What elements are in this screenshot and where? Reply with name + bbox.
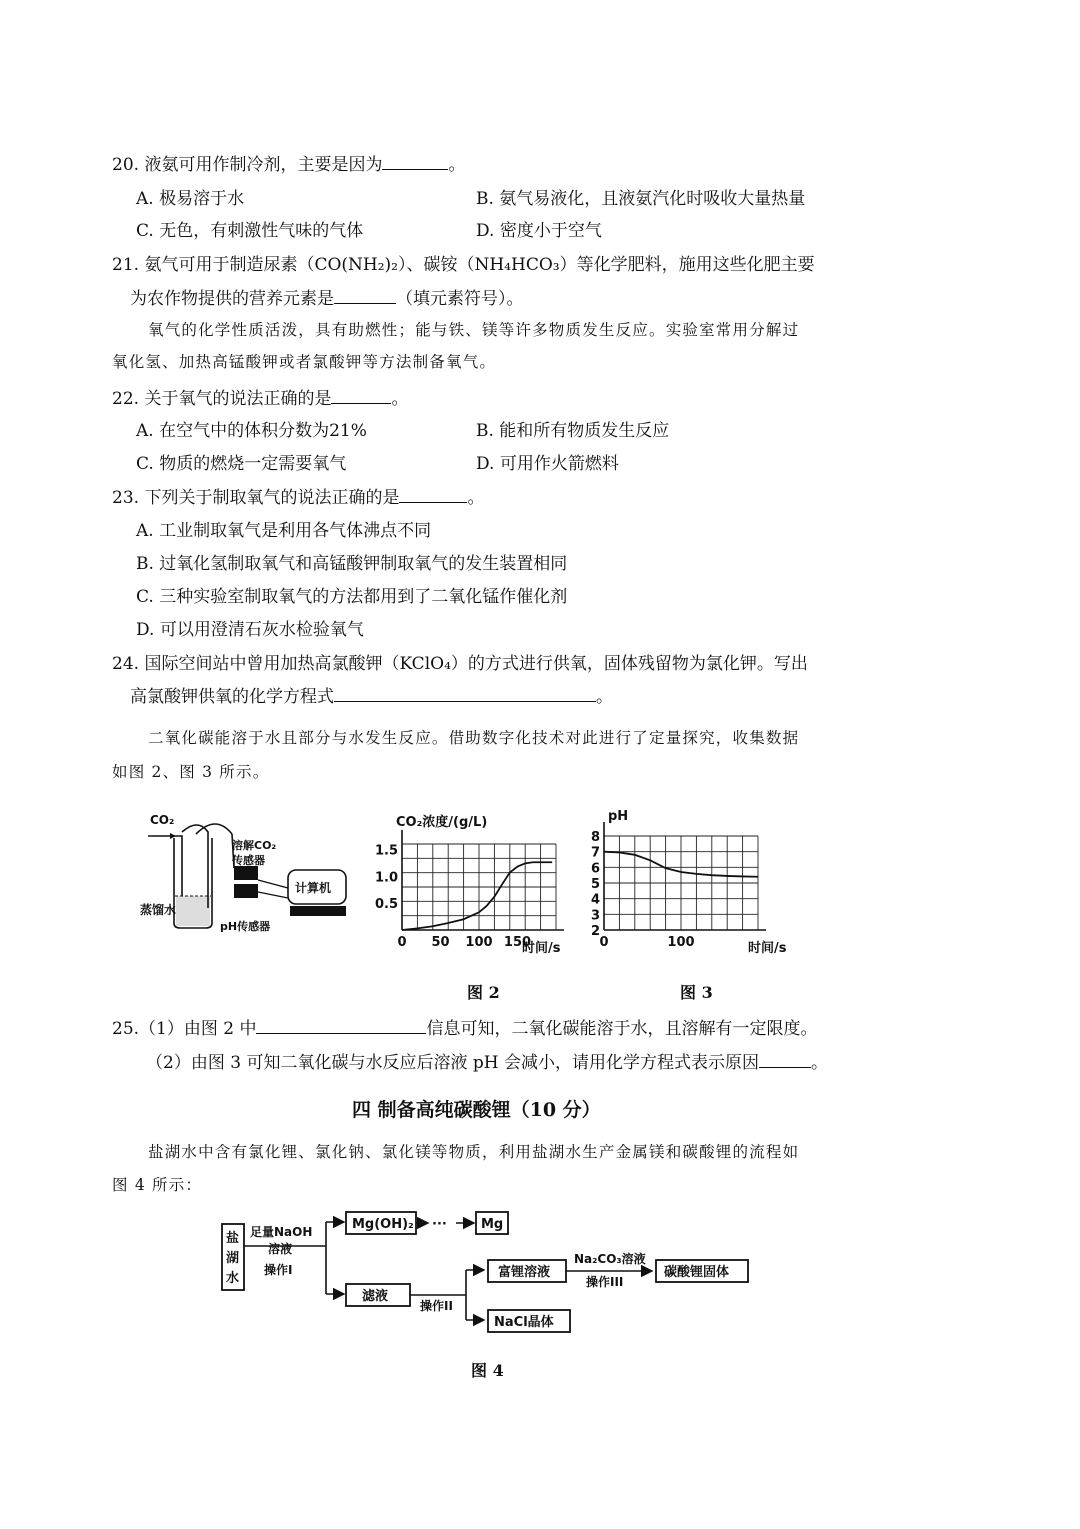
x-tick-label: 0 — [599, 935, 609, 950]
apparatus-diagram — [140, 808, 360, 943]
flow-diagram — [216, 1204, 756, 1344]
y-tick-label: 2 — [590, 924, 600, 939]
q25-part1-blank[interactable] — [256, 1016, 426, 1034]
q23-answer-blank[interactable] — [399, 485, 467, 503]
q22-option-b: B. 能和所有物质发生反应 — [476, 421, 670, 441]
flow-op3-label: 操作III — [586, 1275, 624, 1289]
x-tick-label: 50 — [431, 935, 450, 950]
chart3-ylabel: pH — [608, 809, 629, 824]
q23-option-d: D. 可以用澄清石灰水检验氧气 — [136, 620, 364, 640]
ph-sensor-label: pH传感器 — [220, 920, 271, 933]
flow-mg-label: Mg — [481, 1217, 504, 1232]
q23-stem: 23. 下列关于制取氧气的说法正确的是 。 — [112, 483, 484, 508]
q20-answer-blank[interactable] — [382, 152, 448, 170]
q22-option-c: C. 物质的燃烧一定需要氧气 — [136, 454, 347, 474]
flow-op1-label: 操作I — [264, 1263, 293, 1277]
section4-intro-line2: 图 4 所示： — [112, 1176, 203, 1194]
y-tick-label: 7 — [590, 845, 600, 861]
q25-part2: （2）由图 3 可知二氧化碳与水反应后溶液 pH 会减小，请用化学方程式表示原因 。 — [146, 1048, 828, 1073]
flow-reagent1-line1: 足量NaOH — [250, 1225, 313, 1239]
co2-sensor-label-2: 传感器 — [232, 854, 265, 867]
flow-dots: ··· — [432, 1217, 447, 1232]
q23-option-c: C. 三种实验室制取氧气的方法都用到了二氧化锰作催化剂 — [136, 587, 568, 607]
beaker-water — [176, 896, 210, 926]
q22-stem: 22. 关于氧气的说法正确的是 。 — [112, 384, 408, 409]
y-tick-label: 0.5 — [374, 897, 398, 913]
y-tick-label: 6 — [590, 861, 600, 877]
flow-nacl-label: NaCl晶体 — [494, 1315, 554, 1330]
chart3-xlabel: 时间/s — [748, 941, 787, 956]
y-tick-label: 4 — [590, 892, 600, 908]
figure4-caption: 图 4 — [471, 1361, 504, 1380]
flow-product-label: 碳酸锂固体 — [664, 1265, 730, 1280]
y-tick-label: 5 — [590, 877, 600, 892]
q25-part2-blank[interactable] — [759, 1050, 811, 1068]
y-tick-label: 8 — [590, 830, 600, 845]
q20-option-b: B. 氨气易液化，且液氨汽化时吸收大量热量 — [476, 189, 806, 209]
co2-sensor-label-1: 溶解CO₂ — [232, 839, 277, 852]
q24-line2: 高氯酸钾供氧的化学方程式 。 — [130, 682, 613, 707]
q24-answer-blank[interactable] — [334, 684, 596, 702]
flow-start-char1: 盐 — [226, 1231, 240, 1246]
reading-oxygen-line1: 氧气的化学性质活泼，具有助燃性；能与铁、镁等许多物质发生反应。实验室常用分解过 — [148, 321, 800, 339]
flow-reagent2-label: Na₂CO₃溶液 — [574, 1252, 646, 1266]
q20-option-d: D. 密度小于空气 — [476, 221, 602, 241]
y-tick-label: 1.5 — [374, 843, 398, 859]
x-tick-label: 100 — [465, 935, 493, 950]
computer-label: 计算机 — [295, 881, 332, 895]
x-tick-label: 150 — [503, 935, 532, 950]
figure2-caption: 图 2 — [467, 983, 500, 1002]
q21-line2: 为农作物提供的营养元素是 （填元素符号）。 — [130, 284, 524, 309]
co2-inlet-label: CO₂ — [150, 813, 175, 827]
x-tick-label: 100 — [667, 935, 695, 950]
section4-title: 四 制备高纯碳酸锂（10 分） — [352, 1099, 601, 1121]
chart2-xlabel: 时间/s — [522, 941, 561, 956]
flow-start-char2: 湖 — [226, 1251, 240, 1266]
y-tick-label: 3 — [590, 908, 600, 924]
flow-mgoh2-label: Mg(OH)₂ — [352, 1217, 414, 1232]
reading-co2-line2: 如图 2、图 3 所示。 — [112, 763, 270, 781]
q24-line1: 24. 国际空间站中曾用加热高氯酸钾（KClO₄）的方式进行供氧，固体残留物为氯化钾。写出 — [112, 654, 808, 674]
flow-li-solution-label: 富锂溶液 — [498, 1265, 551, 1280]
q23-option-a: A. 工业制取氧气是利用各气体沸点不同 — [136, 521, 432, 541]
q21-line1: 21. 氨气可用于制造尿素（CO(NH₂)₂）、碳铵（NH₄HCO₃）等化学肥料，施用这些化肥主要 — [112, 255, 815, 275]
q20-option-c: C. 无色，有刺激性气味的气体 — [136, 221, 364, 241]
chart2-ylabel: CO₂浓度/(g/L) — [396, 815, 488, 830]
y-tick-label: 1.0 — [374, 870, 398, 886]
chart-ph — [584, 806, 794, 956]
flow-start-char3: 水 — [226, 1271, 240, 1286]
section4-intro-line1: 盐湖水中含有氯化锂、氯化钠、氯化镁等物质，利用盐湖水生产金属镁和碳酸锂的流程如 — [148, 1143, 800, 1161]
co2-sensor-box — [234, 866, 258, 880]
q23-option-b: B. 过氧化氢制取氧气和高锰酸钾制取氧气的发生装置相同 — [136, 554, 568, 574]
figure3-caption: 图 3 — [680, 983, 713, 1002]
q20-option-a: A. 极易溶于水 — [136, 189, 245, 209]
flow-filtrate-label: 滤液 — [362, 1289, 389, 1304]
q21-answer-blank[interactable] — [334, 286, 396, 304]
reading-co2-line1: 二氧化碳能溶于水且部分与水发生反应。借助数字化技术对此进行了定量探究，收集数据 — [148, 729, 800, 747]
q25-part1: 25.（1）由图 2 中 信息可知，二氧化碳能溶于水，且溶解有一定限度。 — [112, 1014, 817, 1039]
flow-op2-label: 操作II — [420, 1299, 453, 1313]
q22-option-a: A. 在空气中的体积分数为21% — [136, 421, 367, 441]
chart-co2-concentration — [372, 806, 582, 956]
reading-oxygen-line2: 氧化氢、加热高锰酸钾或者氯酸钾等方法制备氧气。 — [112, 353, 497, 371]
flow-reagent1-line2: 溶液 — [268, 1242, 293, 1256]
computer-keyboard — [290, 906, 346, 916]
ph-sensor-box — [234, 884, 258, 898]
q20-stem: 20. 液氨可用作制冷剂，主要是因为 。 — [112, 150, 465, 175]
distilled-water-label: 蒸馏水 — [140, 903, 177, 917]
q22-option-d: D. 可用作火箭燃料 — [476, 454, 619, 474]
q22-answer-blank[interactable] — [331, 386, 391, 404]
x-tick-label: 0 — [397, 935, 407, 950]
